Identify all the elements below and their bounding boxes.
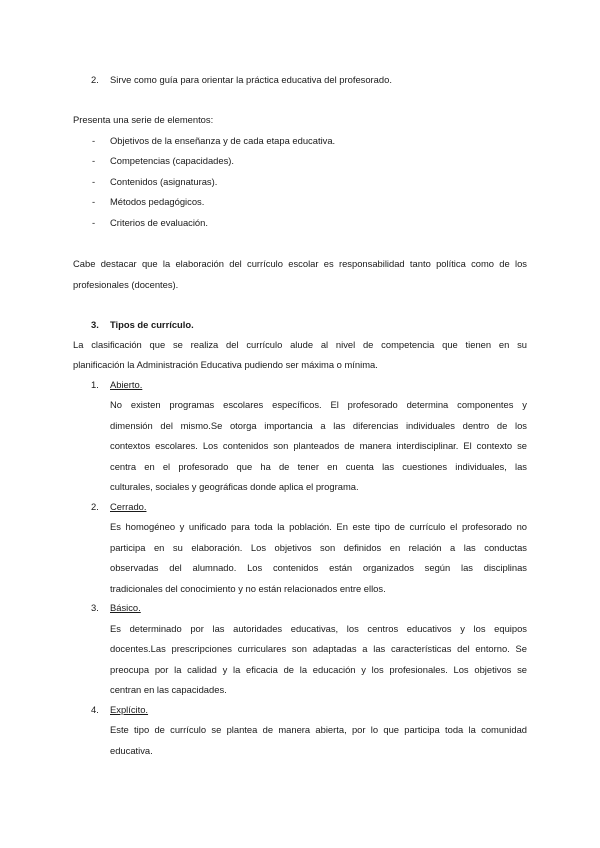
- type-line: dimensión del mismo.Se otorga importancia a las diferencias individuales dentro de los: [110, 420, 527, 431]
- type-title: Básico.: [110, 602, 141, 613]
- type-line: Es homogéneo y unificado para toda la población. En este tipo de currículo el profesorado no: [110, 521, 527, 532]
- type-line: docentes.Las prescripciones curriculares son adaptadas a las características del entorno. Se: [110, 643, 527, 654]
- type-line: tradicionales del conocimiento y no están relacionados entre ellos.: [110, 583, 386, 594]
- paragraph-line: planificación la Administración Educativa pudiendo ser máxima o mínima.: [73, 359, 378, 370]
- type-line: contextos escolares. Los contenidos son planteados de manera interdisciplinar. El contexto se: [110, 440, 527, 451]
- type-line: preocupa por la calidad y la eficacia de la educación y los profesionales. Los objetivos se: [110, 664, 527, 675]
- type-line: observadas del alumnado. Los contenidos están organizados según las disciplinas: [110, 562, 527, 573]
- paragraph-line: La clasificación que se realiza del currículo alude al nivel de competencia que tienen en su: [73, 339, 527, 350]
- bullet-dash: -: [92, 135, 96, 146]
- list-number: 2.: [91, 74, 99, 85]
- type-line: centra en el profesorado que ha de tener en cuenta las cuestiones individuales, las: [110, 461, 527, 472]
- list-item: Competencias (capacidades).: [110, 155, 235, 166]
- type-number: 4.: [91, 704, 99, 715]
- type-title: Explícito.: [110, 704, 149, 715]
- list-item: Objetivos de la enseñanza y de cada etapa educativa.: [110, 135, 336, 146]
- paragraph-line: profesionales (docentes).: [73, 279, 179, 290]
- type-line: participa en su elaboración. Los objetivos son definidos en relación a las conductas: [110, 542, 527, 553]
- type-line: Es determinado por las autoridades educativas, los centros educativos y los equipos: [110, 623, 527, 634]
- bullet-dash: -: [92, 155, 96, 166]
- list-item: Criterios de evaluación.: [110, 217, 208, 228]
- list-item: Métodos pedagógicos.: [110, 196, 205, 207]
- bullet-dash: -: [92, 217, 96, 228]
- type-title: Abierto.: [110, 379, 143, 390]
- type-line: centran en las capacidades.: [110, 684, 227, 695]
- type-number: 3.: [91, 602, 99, 613]
- list-item-text: Sirve como guía para orientar la práctica educativa del profesorado.: [110, 74, 392, 85]
- bullet-dash: -: [92, 176, 96, 187]
- bullet-dash: -: [92, 196, 96, 207]
- type-line: culturales, sociales y geográficas donde aplica el programa.: [110, 481, 359, 492]
- type-line: Este tipo de currículo se plantea de manera abierta, por lo que participa toda la comunidad: [110, 724, 527, 735]
- type-line: No existen programas escolares específicos. El profesorado determina componentes y: [110, 399, 527, 410]
- type-line: educativa.: [110, 745, 153, 756]
- list-item: Contenidos (asignaturas).: [110, 176, 218, 187]
- type-number: 1.: [91, 379, 99, 390]
- elements-intro: Presenta una serie de elementos:: [73, 114, 214, 125]
- paragraph-line: Cabe destacar que la elaboración del currículo escolar es responsabilidad tanto política como de los: [73, 258, 527, 269]
- type-title: Cerrado.: [110, 501, 147, 512]
- section-title: Tipos de currículo.: [110, 319, 194, 330]
- type-number: 2.: [91, 501, 99, 512]
- section-number: 3.: [91, 319, 99, 330]
